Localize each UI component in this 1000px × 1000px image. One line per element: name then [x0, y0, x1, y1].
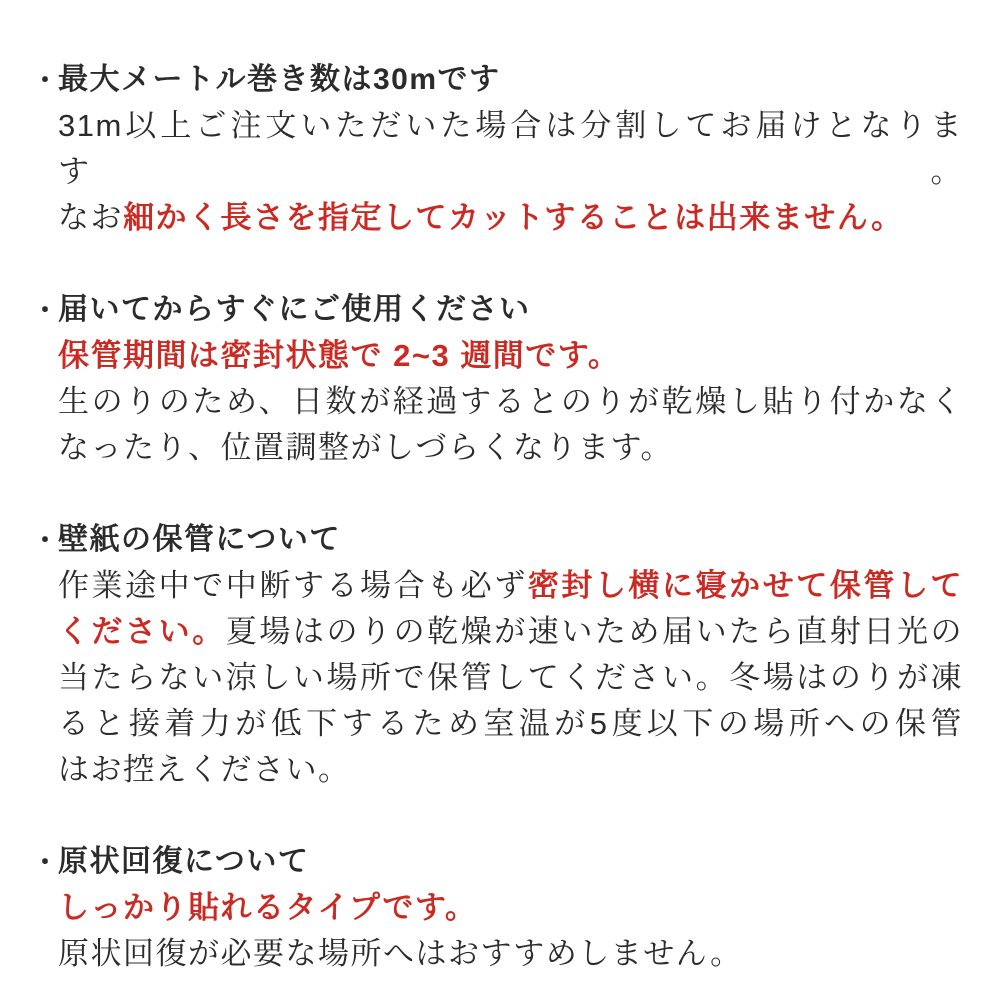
text-line	[58, 103, 963, 195]
text-line	[58, 655, 963, 701]
text-segment: 作業途中で中断する場合も必ず	[58, 568, 528, 603]
text-segment: なお	[58, 200, 123, 235]
section-max-roll-length	[0, 57, 1000, 241]
section-heading: 原状回復について	[58, 845, 310, 878]
text-segment: 原状回復が必要な場所へはおすすめしません。	[58, 936, 743, 971]
text-line	[58, 379, 963, 425]
text-line	[58, 333, 963, 379]
text-segment-emphasis: 保管期間は密封状態で 2~3 週間です。	[58, 338, 621, 373]
text-segment-emphasis: 密封し横に寝かせて保管して	[527, 568, 964, 603]
text-line	[58, 747, 963, 793]
section-use-immediately	[0, 287, 1000, 471]
text-segment-emphasis: しっかり貼れるタイプです。	[58, 890, 478, 925]
section-heading: 届いてからすぐにご使用ください	[58, 293, 531, 326]
text-line	[58, 425, 963, 471]
text-segment: はお控えください。	[58, 752, 351, 787]
bullet-icon: ・	[32, 295, 59, 325]
notice-document	[0, 57, 1000, 977]
text-segment: 生のりのため、日数が経過するとのりが乾燥し貼り付かなく	[58, 384, 963, 419]
text-line	[58, 609, 963, 655]
bullet-icon: ・	[32, 65, 59, 95]
section-wallpaper-storage	[0, 517, 1000, 793]
text-segment: 当たらない涼しい場所で保管してください。冬場はのりが凍	[58, 660, 963, 695]
section-restoration	[0, 839, 1000, 977]
bullet-icon: ・	[32, 525, 59, 555]
text-segment-emphasis: 細かく長さを指定してカットすることは出来ません。	[123, 200, 904, 235]
text-segment: なったり、位置調整がしづらくなります。	[58, 430, 674, 465]
text-segment: 31m以上ご注文いただいた場合は分割してお届けとなります。	[58, 108, 963, 189]
bullet-icon: ・	[32, 847, 59, 877]
text-segment: 夏場はのりの乾燥が速いため届いたら直射日光の	[225, 614, 964, 649]
text-line	[58, 563, 963, 609]
text-segment: ると接着力が低下するため室温が5度以下の場所への保管	[58, 706, 963, 741]
text-line	[58, 701, 963, 747]
text-line	[58, 195, 963, 241]
text-line	[58, 885, 963, 931]
text-segment-emphasis: ください。	[58, 614, 226, 649]
text-line	[58, 931, 963, 977]
section-heading: 壁紙の保管について	[58, 523, 341, 556]
section-heading: 最大メートル巻き数は30mです	[58, 63, 501, 96]
